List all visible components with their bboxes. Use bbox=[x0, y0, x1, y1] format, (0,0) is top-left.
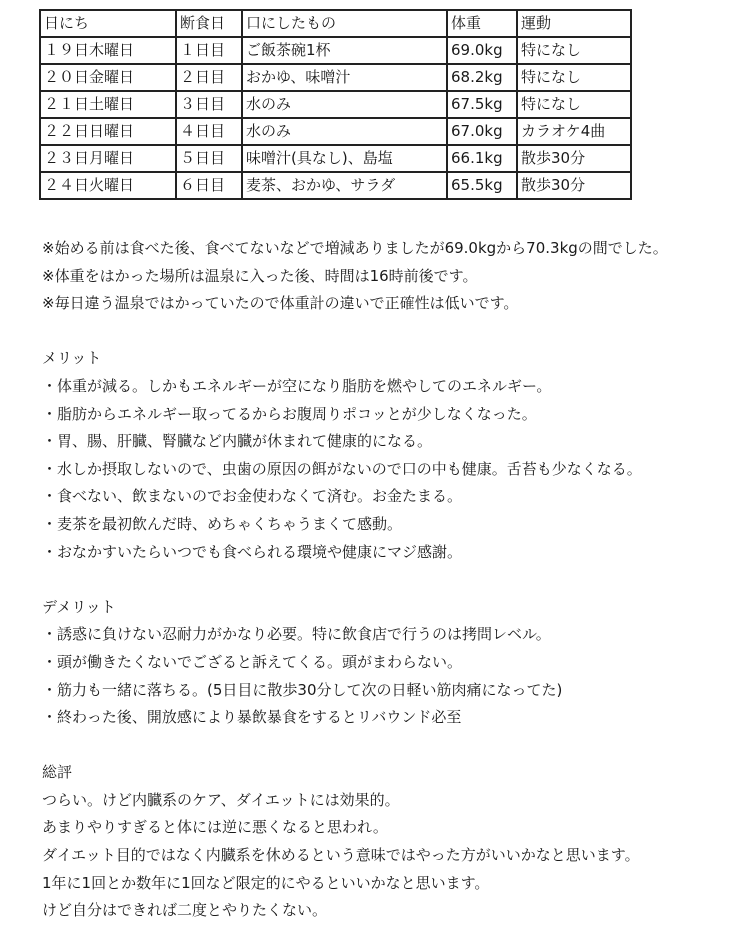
cell-fasting-day: ４日目 bbox=[176, 118, 242, 145]
cell-exercise: 散歩30分 bbox=[517, 145, 631, 172]
spacer bbox=[42, 318, 752, 346]
notes-body bbox=[42, 235, 752, 925]
cell-fasting-day: １日目 bbox=[176, 37, 242, 64]
header-weight: 体重 bbox=[447, 10, 517, 37]
summary-line: あまりやりすぎると体には逆に悪くなると思われ。 bbox=[42, 818, 388, 837]
cell-date: １９日木曜日 bbox=[40, 37, 176, 64]
cell-exercise: 特になし bbox=[517, 91, 631, 118]
cell-date: ２２日日曜日 bbox=[40, 118, 176, 145]
cell-fasting-day: ６日目 bbox=[176, 172, 242, 199]
merit-item: ・胃、腸、肝臓、腎臓など内臓が休まれて健康的になる。 bbox=[42, 432, 433, 451]
summary-line: けど自分はできれば二度とやりたくない。 bbox=[42, 901, 328, 920]
cell-weight: 69.0kg bbox=[447, 37, 517, 64]
merit-item: ・体重が減る。しかもエネルギーが空になり脂肪を燃やしてのエネルギー。 bbox=[42, 376, 552, 395]
header-food: 口にしたもの bbox=[242, 10, 447, 37]
note-line: ※毎日違う温泉ではかっていたので体重計の違いで正確性は低いです。 bbox=[42, 294, 519, 313]
header-exercise: 運動 bbox=[517, 10, 631, 37]
cell-weight: 67.5kg bbox=[447, 91, 517, 118]
table-row bbox=[40, 37, 631, 64]
cell-weight: 65.5kg bbox=[447, 172, 517, 199]
table-row bbox=[40, 172, 631, 199]
cell-weight: 67.0kg bbox=[447, 118, 517, 145]
merits-heading: メリット bbox=[42, 349, 102, 368]
summary-line: ダイエット目的ではなく内臓系を休めるという意味ではやった方がいいかなと思います。 bbox=[42, 846, 640, 865]
summary-line: 1年に1回とか数年に1回など限定的にやるといいかなと思います。 bbox=[42, 873, 490, 892]
demerit-item: ・筋力も一緒に落ちる。(5日目に散歩30分して次の日軽い筋肉痛になってた) bbox=[42, 680, 563, 699]
merit-item: ・麦茶を最初飲んだ時、めちゃくちゃうまくて感動。 bbox=[42, 514, 403, 533]
cell-exercise: 散歩30分 bbox=[517, 172, 631, 199]
cell-exercise: 特になし bbox=[517, 37, 631, 64]
cell-weight: 66.1kg bbox=[447, 145, 517, 172]
table-row bbox=[40, 91, 631, 118]
cell-date: ２１日土曜日 bbox=[40, 91, 176, 118]
cell-food: 麦茶、おかゆ、サラダ bbox=[242, 172, 447, 199]
table-row bbox=[40, 64, 631, 91]
cell-date: ２０日金曜日 bbox=[40, 64, 176, 91]
cell-date: ２４日火曜日 bbox=[40, 172, 176, 199]
note-line: ※始める前は食べた後、食べてないなどで増減ありましたが69.0kgから70.3kgの間でした。 bbox=[42, 239, 668, 257]
cell-food: ご飯茶碗1杯 bbox=[242, 37, 447, 64]
cell-exercise: 特になし bbox=[517, 64, 631, 91]
cell-exercise: カラオケ4曲 bbox=[517, 118, 631, 145]
cell-food: おかゆ、味噌汁 bbox=[242, 64, 447, 91]
summary-heading: 総評 bbox=[42, 763, 73, 782]
merit-item: ・食べない、飲まないのでお金使わなくて済む。お金たまる。 bbox=[42, 487, 463, 506]
summary-line: つらい。けど内臓系のケア、ダイエットには効果的。 bbox=[42, 790, 400, 809]
cell-food: 水のみ bbox=[242, 91, 447, 118]
header-fasting-day: 断食日 bbox=[176, 10, 242, 37]
demerit-item: ・誘惑に負けない忍耐力がかなり必要。特に飲食店で行うのは拷問レベル。 bbox=[42, 625, 551, 644]
cell-date: ２３日月曜日 bbox=[40, 145, 176, 172]
note-line: ※体重をはかった場所は温泉に入った後、時間は16時前後です。 bbox=[42, 266, 478, 285]
table-row bbox=[40, 118, 631, 145]
demerits-heading: デメリット bbox=[42, 597, 116, 616]
header-date: 日にち bbox=[40, 10, 176, 37]
table-header-row bbox=[40, 10, 631, 37]
merit-item: ・水しか摂取しないので、虫歯の原因の餌がないので口の中も健康。舌苔も少なくなる。 bbox=[42, 459, 642, 478]
cell-fasting-day: ５日目 bbox=[176, 145, 242, 172]
fasting-log-table bbox=[39, 9, 632, 200]
spacer bbox=[42, 732, 752, 760]
demerit-item: ・終わった後、開放感により暴飲暴食をするとリバウンド必至 bbox=[42, 708, 462, 727]
spacer bbox=[42, 566, 752, 594]
demerit-item: ・頭が働きたくないでござると訴えてくる。頭がまわらない。 bbox=[42, 652, 463, 671]
merit-item: ・脂肪からエネルギー取ってるからお腹周りポコッとが少しなくなった。 bbox=[42, 404, 537, 423]
table-row bbox=[40, 145, 631, 172]
cell-food: 味噌汁(具なし)、島塩 bbox=[242, 145, 447, 172]
cell-food: 水のみ bbox=[242, 118, 447, 145]
cell-weight: 68.2kg bbox=[447, 64, 517, 91]
merit-item: ・おなかすいたらいつでも食べられる環境や健康にマジ感謝。 bbox=[42, 542, 463, 561]
cell-fasting-day: ３日目 bbox=[176, 91, 242, 118]
cell-fasting-day: ２日目 bbox=[176, 64, 242, 91]
